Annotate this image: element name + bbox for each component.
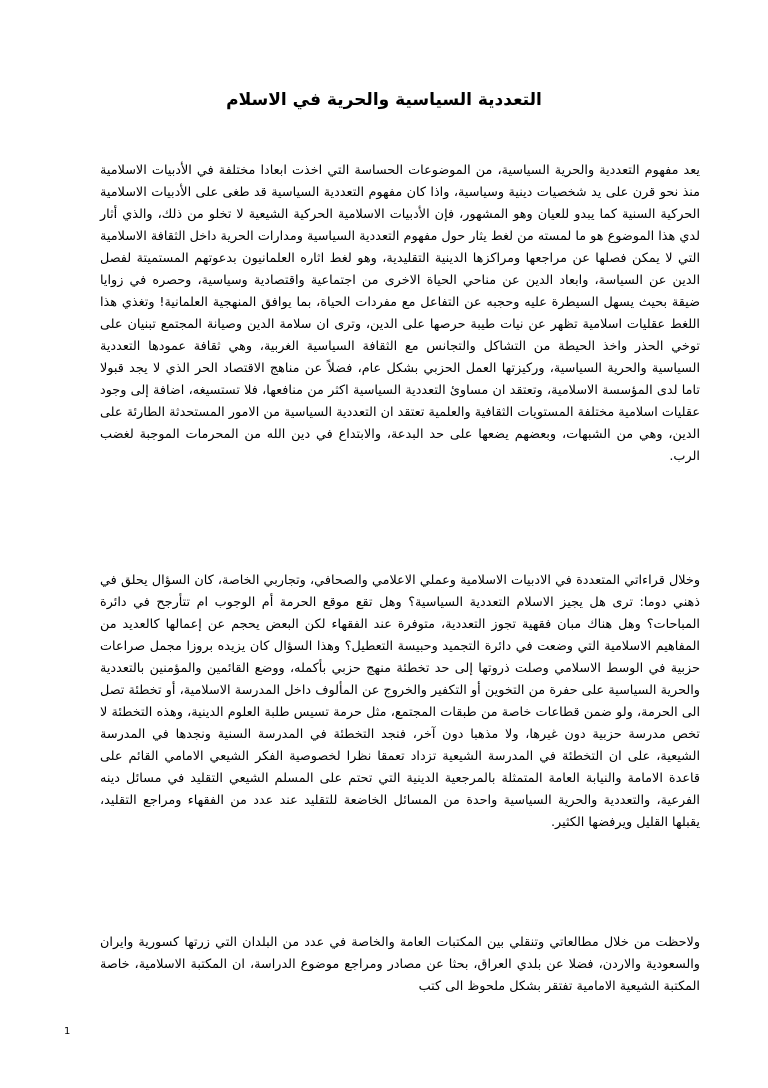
paragraph-2: وخلال قراءاتي المتعددة في الادبيات الاسلامية وعملي الاعلامي والصحافي، وتجاربي الخاصة، كان السؤال يحلق في ذهني دوما: ترى هل يجيز الاسلام التعددية السياسية؟ وهل تقع موقع الحرمة أم الوجوب ام تتأرجح في دائرة المباحات؟ وهل هناك مبان فقهية تجوز التعددية، متوفرة عند الفقهاء لكن البعض يحجم عن إعمالها كالعديد من المفاهيم الاسلامية التي وضعت في دائرة التجميد وحبيسة التعطيل؟ وهذا السؤال كان يزيده بروزا مجمل صراعات حزبية في الوسط الاسلامي وصلت ذروتها إلى حد تخطئة منهج حزبي بأكمله، ووضع القائمين والمؤمنين بالتعددية والحرية السياسية على حفرة من التخوين أو التكفير والخروج عن المألوف داخل المدرسة الاسلامية، أو تخطئة تصل الى الحرمة، ولو ضمن قطاعات خاصة من طبقات المجتمع، مثل حرمة تسيس طلبة العلوم الدينية، وهذه التخطئة لا تخص مدرسة حزبية دون غيرها، ولا مذهبا دون آخر، فنجد التخطئة في المدرسة السنية ونجدها في المدرسة الشيعية، على ان التخطئة في المدرسة الشيعية تزداد تعمقا نظرا لخصوصية الفكر الشيعي الامامي القائم على قاعدة الامامة والنيابة العامة المتمثلة بالمرجعية الدينية التي تحتم على المسلم الشيعي التقليد في مسائل دينه الفرعية، والتعددية والحرية السياسية واحدة من المسائل الخاضعة للتقليد عند عدد من الفقهاء ومراجع التقليد، يقبلها القليل ويرفضها الكثير. — [100, 573, 700, 830]
page-title: التعددية السياسية والحرية في الاسلام — [226, 90, 542, 110]
paragraph-1: يعد مفهوم التعددية والحرية السياسية، من الموضوعات الحساسة التي اخذت ابعادا مختلفة في الأدبيات الاسلامية منذ نحو قرن على يد شخصيات دينية وسياسية، واذا كان مفهوم التعددية السياسية قد طغى على الأدبيات الاسلامية الحركية السنية كما يبدو للعيان وهو المشهور، فإن الأدبيات الاسلامية الحركية الشيعية لا تخلو من ذلك، والذي أثار لدي هذا الموضوع هو ما لمسته من لغط يثار حول مفهوم التعددية السياسية ومدارات الحرية داخل الثقافة الاسلامية التي لا يمكن فصلها عن مراجعها ومراكزها الدينية التقليدية، وهو لغط اثاره العلمانيون بدعوتهم المستميتة لفصل الدين عن السياسة، وابعاد الدين عن مناحي الحياة الاخرى من اجتماعية واقتصادية وسياسية، وحصره في زوايا ضيقة بحيث يسهل السيطرة عليه وحجبه عن التفاعل مع مفردات الحياة، بما يوافق المنهجية العلمانية! وتغذي هذا اللغط عقليات اسلامية تظهر عن نيات طيبة حرصها على الدين، وترى ان سلامة الدين وصيانة المجتمع تبنيان على توخي الحذر واخذ الحيطة من التشاكل والتجانس مع الثقافة السياسية الغربية، وهي ثقافة عمودها التعددية السياسية والحرية السياسية، وركيزتها العمل الحزبي بشكل عام، فضلاً عن مناهج الاقتصاد الحر الذي لا يجد قبولا تاما لدى المؤسسة الاسلامية، وتعتقد ان مساوئ التعددية السياسية اكثر من منافعها، فلا تستسيغه، اضافة إلى وجود عقليات اسلامية مختلفة المستويات الثقافية والعلمية تعتقد ان التعددية السياسية من الامور المستحدثة الطارئة على الدين، وهي من الشبهات، وبعضهم يضعها على حد البدعة، والابتداع في دين الله من المحرمات الموجبة لغضب الرب. — [100, 163, 700, 464]
paragraph-3: ولاحظت من خلال مطالعاتي وتنقلي بين المكتبات العامة والخاصة في عدد من البلدان التي زرتها كسورية وايران والسعودية والاردن، فضلا عن بلدي العراق، بحثا عن مصادر ومراجع موضوع الدراسة، ان المكتبة الاسلامية، خاصة المكتبة الشيعية الامامية تفتقر بشكل ملحوظ الى كتب — [100, 935, 700, 994]
page-number: 1 — [64, 1026, 71, 1037]
